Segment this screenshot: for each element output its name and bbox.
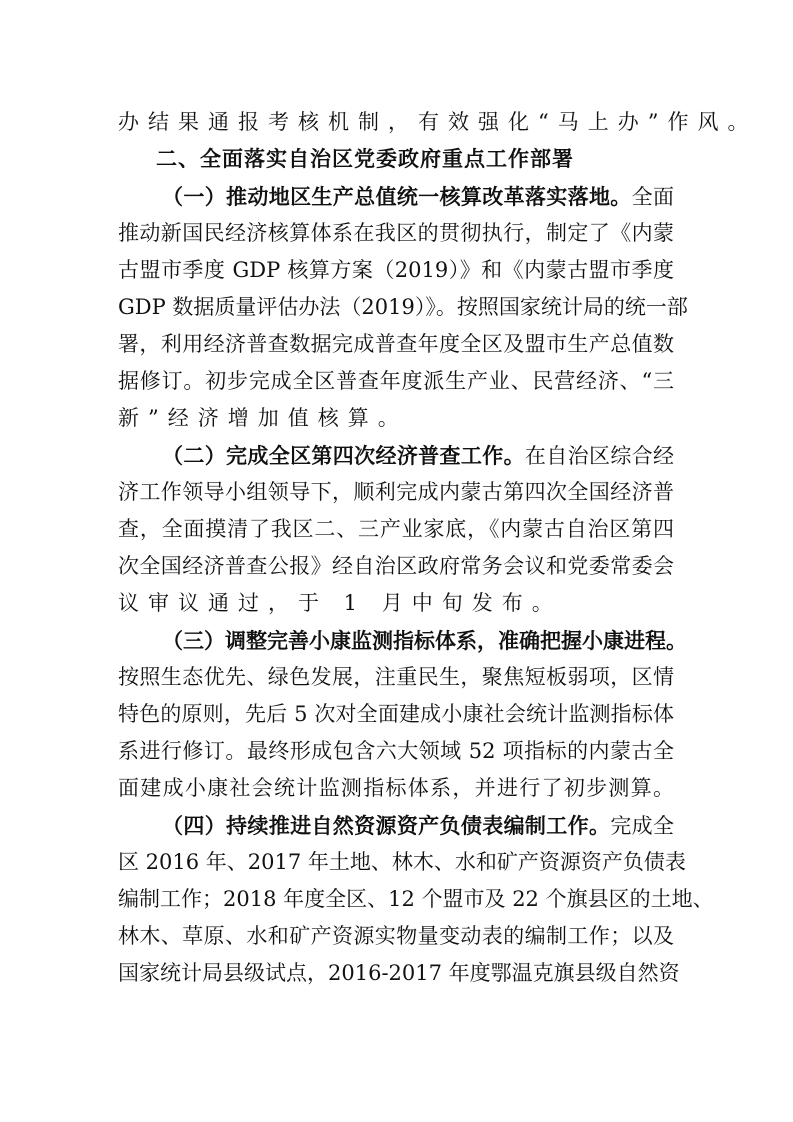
paragraph-line [118,918,674,955]
paragraph-line [118,955,680,992]
document-page [118,104,758,992]
subsection-paragraph-start [118,178,674,215]
line-text: 办结果通报考核机制，有效强化“马上办”作风。 [118,110,758,134]
subsection-title: （一）推动地区生产总值统一核算改革落实落地。 [162,184,632,209]
paragraph-line [118,511,674,548]
paragraph-line [118,252,674,289]
line-text: GDP 数据质量评估办法（2019）》。按照国家统计局的统一部 [118,295,688,319]
paragraph-line [118,363,674,400]
paragraph-last-line [118,400,674,437]
line-text: 新”经济增加值核算。 [118,406,408,430]
line-text: 编制工作；2018 年度全区、12 个盟市及 22 个旗县区的土地、 [118,887,714,911]
line-text: 次全国经济普查公报》经自治区政府常务会议和党委常委会 [118,554,674,578]
section-heading [118,141,674,178]
line-text: 国家统计局县级试点，2016-2017 年度鄂温克旗县级自然资 [118,961,680,985]
line-text: 完成全 [610,814,675,838]
paragraph-line [118,696,674,733]
line-text: 查，全面摸清了我区二、三产业家底，《内蒙古自治区第四 [118,517,674,541]
paragraph-last-line [118,585,674,622]
paragraph-last-line [118,104,758,141]
line-text: 特色的原则，先后 5 次对全面建成小康社会统计监测指标体 [118,702,674,726]
subsection-paragraph-start [118,807,674,844]
subsection-paragraph-start [118,622,687,659]
subsection-title: （二）完成全区第四次经济普查工作。 [162,443,525,468]
paragraph-line [118,844,686,881]
line-text: 推动新国民经济核算体系在我区的贯彻执行，制定了《内蒙 [118,221,674,245]
line-text: 济工作领导小组领导下，顺利完成内蒙古第四次全国经济普 [118,480,674,504]
line-text: 按照生态优先、绿色发展，注重民生，聚焦短板弱项，区情 [118,665,674,689]
line-text: 系进行修订。最终形成包含六大领域 52 项指标的内蒙古全 [118,739,674,763]
line-text: 议审议通过，于 1 月中旬发布。 [118,591,562,615]
subsection-paragraph-start [118,437,674,474]
line-text: 在自治区综合经 [524,444,675,468]
line-text: 古盟市季度 GDP 核算方案（2019）》和《内蒙古盟市季度 [118,258,674,282]
line-text: 全面 [631,185,675,209]
line-text: 区 2016 年、2017 年土地、林木、水和矿产资源资产负债表 [118,850,686,874]
paragraph-line [118,289,688,326]
line-text: 二、全面落实自治区党委政府重点工作部署 [156,147,574,171]
paragraph-line [118,733,674,770]
paragraph-line [118,659,674,696]
paragraph-line [118,474,674,511]
line-text: 面建成小康社会统计监测指标体系，并进行了初步测算。 [118,776,674,800]
line-text: 林木、草原、水和矿产资源实物量变动表的编制工作；以及 [118,924,674,948]
paragraph-line [118,881,714,918]
subsection-title: （三）调整完善小康监测指标体系，准确把握小康进程。 [162,628,687,653]
line-text: 据修订。初步完成全区普查年度派生产业、民营经济、“三 [118,369,674,393]
paragraph-line [118,770,674,807]
line-text: 署，利用经济普查数据完成普查年度全区及盟市生产总值数 [118,332,674,356]
paragraph-line [118,548,674,585]
subsection-title: （四）持续推进自然资源资产负债表编制工作。 [162,813,611,838]
paragraph-line [118,326,674,363]
paragraph-line [118,215,674,252]
